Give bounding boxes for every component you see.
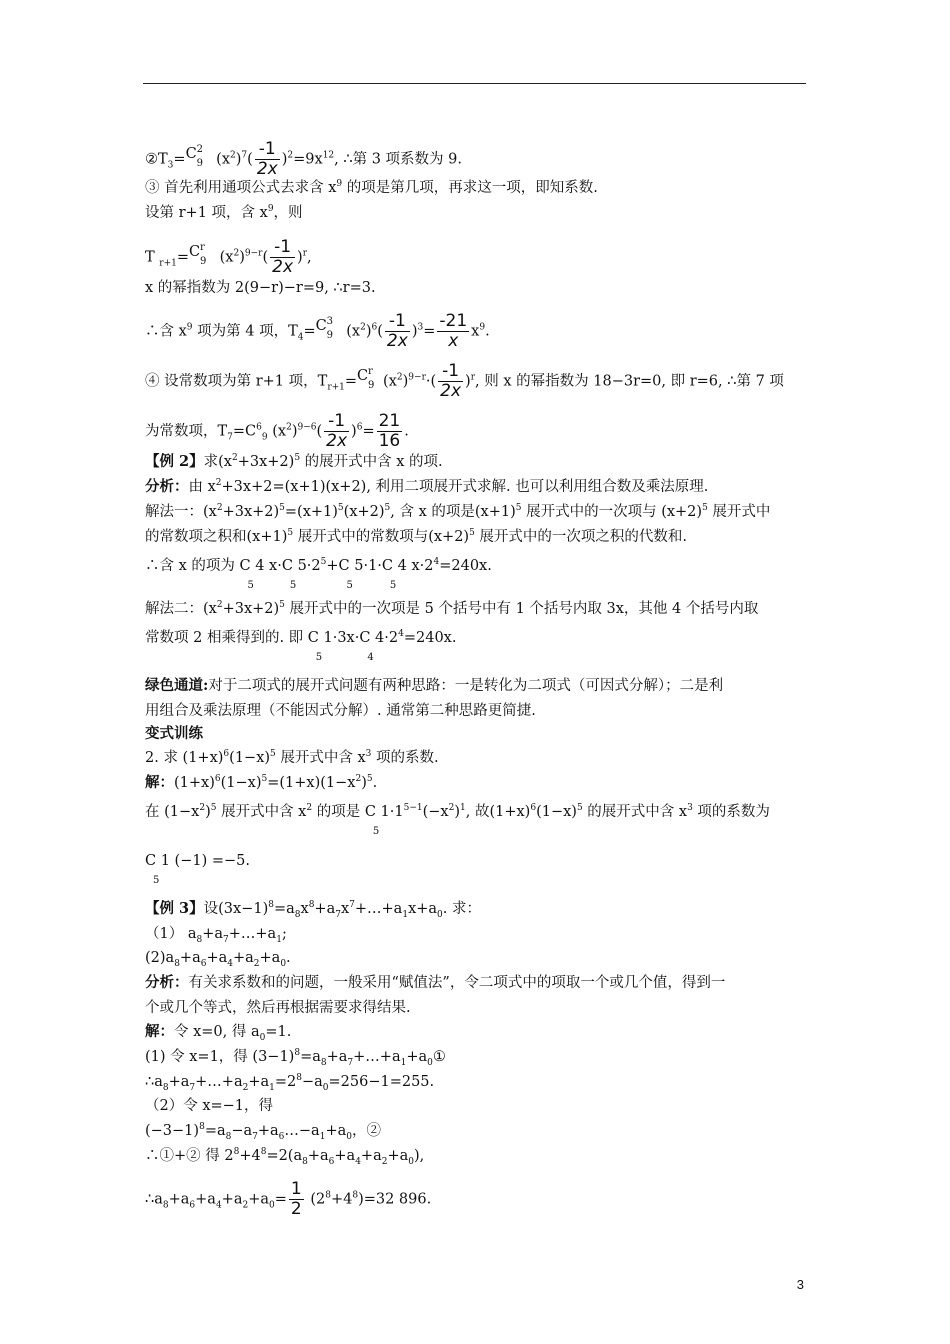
- line-13: ∴含 x 的项为 C 4 5 x·C 5 5 $\cdot 2^5+C$ 5 5 ·1·C 4 5 $x\cdot 2^4=240x$.: [145, 557, 492, 591]
- line-8: 为常数项，$T_7=C^6_9$ $(x^2)^{9-6}$( $\frac{-1}{2x}$ )$^6$= $\frac{21}{16}$ .: [145, 411, 409, 451]
- line-25: $(2)a_8+a_6+a_4+a_2+a_0$.: [145, 950, 291, 969]
- line-1: $②T_3=$ C 2 9 $(x^2)^7$( $\frac{-1}{2x}$ )$^2=9x^{12}$, ∴第 3 项系数为 9.: [145, 139, 462, 179]
- line-12: 的常数项之积和$(x+1)^5$ 展开式中的常数项与$(x+2)^5$ 展开式中的一次项之积的代数和.: [145, 528, 688, 545]
- line-19: 2. 求 $(1+x)^6(1-x)^5$ 展开式中含 $x^3$ 项的系数.: [145, 749, 439, 766]
- header-rule: [143, 83, 806, 84]
- line-23: 【例 3】设$(3x-1)^8=a_8x^8+a_7x^7+\dots+a_1x+a_0$. 求：: [145, 900, 481, 920]
- line-7: ④ 设常数项为第 r+1 项，$T_{r+1}=$ C r 9 $(x^2)^{9-r}\cdot$( $\frac{-1}{2x}$ )$^r$, 则 x 的幂指数为 18−3r=0, 即 r=6, ∴第 7 项: [145, 361, 784, 401]
- line-15: 常数项 2 相乘得到的. 即 C 1 5 ·3x·C 4 4 $\cdot 2^4=240x$.: [145, 629, 457, 663]
- line-5: x 的幂指数为 2(9−r)−r=9, ∴r=3.: [145, 280, 376, 296]
- line-22: C 1 5 (−1) =−5.: [145, 853, 250, 886]
- line-18-heading: 变式训练: [145, 725, 203, 742]
- line-31: （2）令 x=−1，得: [145, 1098, 274, 1114]
- line-4: T $_{r+1}$= C r 9 $(x^2)^{9-r}$( $\frac{-1}{2x}$ )$^r$,: [145, 237, 312, 277]
- line-3: 设第 r+1 项，含 $x^9$，则: [145, 204, 303, 221]
- line-11: 解法一：$(x^2+3x+2)^5=(x+1)^5(x+2)^5$, 含 x 的项是$(x+1)^5$ 展开式中的一次项与 $(x+2)^5$ 展开式中: [145, 503, 771, 520]
- line-20: 解：$(1+x)^6(1-x)^5=(1+x)(1-x^2)^5$.: [145, 774, 378, 791]
- line-28: 解：令 x=0, 得 $a_0=1$.: [145, 1023, 292, 1043]
- line-14: 解法二：$(x^2+3x+2)^5$ 展开式中的一次项是 5 个括号中有 1 个括号内取 3x，其他 4 个括号内取: [145, 600, 759, 617]
- line-21: 在 $(1-x^2)^5$ 展开式中含 $x^2$ 的项是 C 1 5 $\cdot 1^{5-1}(-x^2)^1$, 故$(1+x)^6(1-x)^5$ 的展开式中含 $x^3$ 项的系数为: [145, 803, 770, 837]
- page-number: 3: [796, 1277, 804, 1292]
- line-33: ∴①+② 得 $2^8+4^8=2(a_8+a_6+a_4+a_2+a_0)$,: [145, 1147, 425, 1167]
- line-26: 分析：有关求系数和的问题，一般采用“赋值法”，令二项式中的项取一个或几个值，得到一: [145, 974, 726, 991]
- line-17: 用组合及乘法原理（不能因式分解）. 通常第二种思路更简捷.: [145, 703, 536, 719]
- line-9: 【例 2】求$(x^2+3x+2)^5$ 的展开式中含 x 的项.: [145, 453, 443, 470]
- line-24: （1） $a_8+a_7+\dots+a_1$;: [145, 926, 287, 945]
- line-2: ③ 首先利用通项公式去求含 $x^9$ 的项是第几项，再求这一项，即知系数.: [145, 179, 598, 196]
- line-29: (1) 令 x=1，得 $(3-1)^8=a_8+a_7+\dots+a_1+a_0①$: [145, 1048, 446, 1068]
- line-10: 分析：由 $x^2+3x+2=(x+1)(x+2)$, 利用二项展开式求解. 也可以利用组合数及乘法原理.: [145, 478, 709, 495]
- line-32: $(-3-1)^8=a_8-a_7+a_6\dots-a_1+a_0$，②: [145, 1122, 381, 1142]
- line-34: $\therefore a_8+a_6+a_4+a_2+a_0=$ $\frac{1}{2}$ $(2^8+4^8)=32$ 896.: [145, 1179, 432, 1219]
- line-27: 个或几个等式，然后再根据需要求得结果.: [145, 1000, 411, 1016]
- line-16: 绿色通道:对于二项式的展开式问题有两种思路：一是转化为二项式（可因式分解）；二是利: [145, 677, 724, 694]
- line-6: ∴含 $x^9$ 项为第 4 项，$T_4=$ C 3 9 $(x^2)^6$( $\frac{-1}{2x}$ )$^3$= $\frac{-21}{x}$ $x^9$.: [145, 311, 490, 351]
- line-30: $\therefore a_8+a_7+\dots+a_2+a_1=2^8-a_0=256-1=255$.: [145, 1073, 435, 1093]
